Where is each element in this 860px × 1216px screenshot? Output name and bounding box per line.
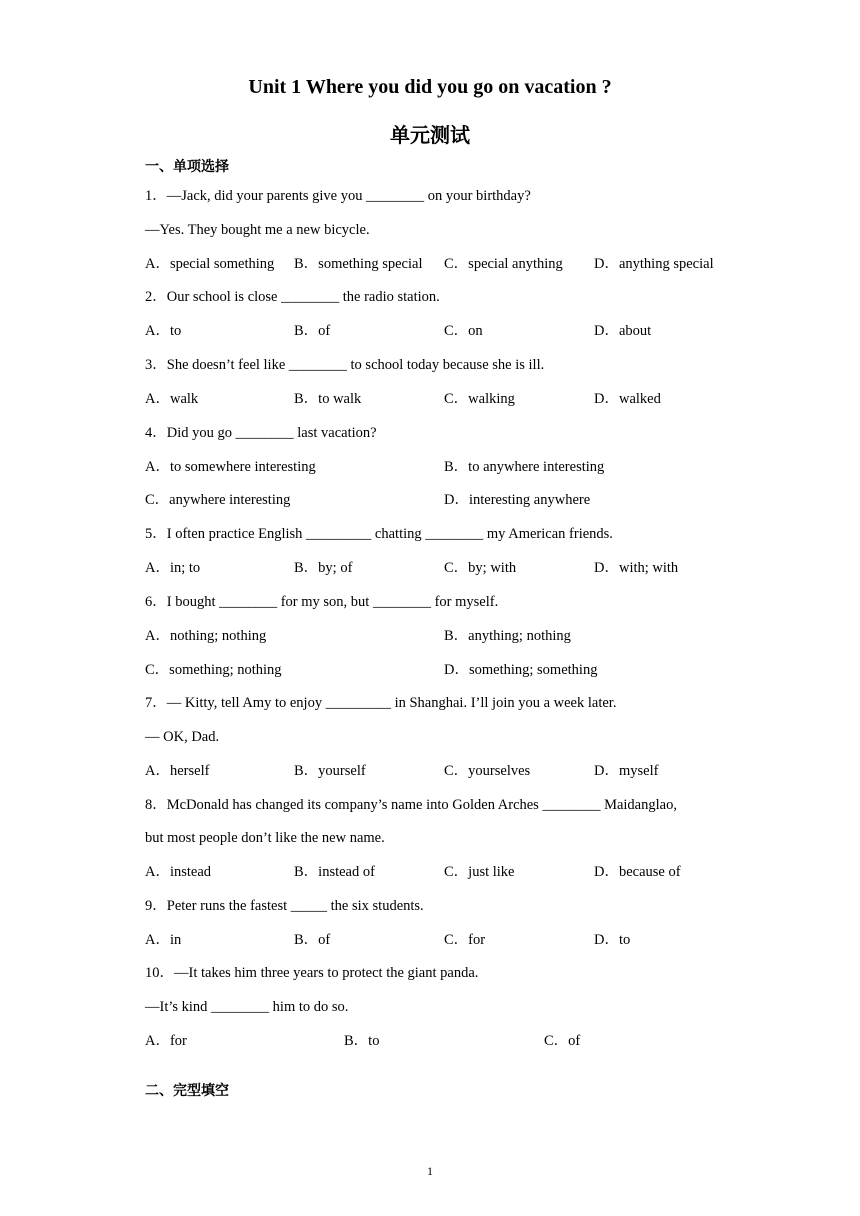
option-c: C．for (444, 932, 486, 948)
option-a: A．herself (145, 763, 210, 779)
question-stem: —It’s kind ________ him to do so. (145, 999, 349, 1015)
document-subtitle: 单元测试 (390, 123, 470, 147)
option-b: B．to (344, 1033, 380, 1049)
option-a: A．to (145, 323, 182, 339)
question-stem: — OK, Dad. (145, 729, 220, 745)
option-b: B．of (294, 323, 331, 339)
option-d: D．myself (594, 763, 659, 779)
question-stem: 3．She doesn’t feel like ________ to school today because she is ill. (145, 357, 545, 373)
option-c: C．on (444, 323, 483, 339)
option-b: B．of (294, 932, 331, 948)
question-stem: 8．McDonald has changed its company’s name into Golden Arches ________ Maidanglao, (145, 797, 677, 813)
option-d: D．anything special (594, 256, 714, 272)
option-d: D．walked (594, 391, 661, 407)
option-c: C．special anything (444, 256, 563, 272)
option-a: A．special something (145, 256, 275, 272)
option-b: B．to anywhere interesting (444, 459, 605, 475)
option-c: C．of (544, 1033, 581, 1049)
option-c: C．something; nothing (145, 662, 282, 678)
question-stem: 7．— Kitty, tell Amy to enjoy _________ in Shanghai. I’ll join you a week later. (145, 695, 617, 711)
section-heading-cloze: 二、完型填空 (145, 1083, 229, 1099)
option-a: A．walk (145, 391, 199, 407)
option-c: C．walking (444, 391, 515, 407)
option-d: D．something; something (444, 662, 598, 678)
option-d: D．about (594, 323, 652, 339)
option-b: B．instead of (294, 864, 375, 880)
question-stem: 6．I bought ________ for my son, but ________ for myself. (145, 594, 499, 610)
page-number: 1 (427, 1164, 433, 1178)
option-d: D．with; with (594, 560, 679, 576)
question-stem: 2．Our school is close ________ the radio station. (145, 289, 440, 305)
question-stem: 4．Did you go ________ last vacation? (145, 425, 377, 441)
question-stem: but most people don’t like the new name. (145, 830, 385, 846)
option-c: C．by; with (444, 560, 517, 576)
option-d: D．to (594, 932, 631, 948)
option-b: B．anything; nothing (444, 628, 571, 644)
option-b: B．something special (294, 256, 423, 272)
option-a: A．to somewhere interesting (145, 459, 316, 475)
option-b: B．by; of (294, 560, 353, 576)
question-stem: —Yes. They bought me a new bicycle. (145, 222, 370, 238)
option-a: A．nothing; nothing (145, 628, 267, 644)
question-stem: 9．Peter runs the fastest _____ the six students. (145, 898, 424, 914)
option-c: C．anywhere interesting (145, 492, 291, 508)
option-b: B．to walk (294, 391, 362, 407)
document-title: Unit 1 Where you did you go on vacation ? (248, 76, 612, 98)
option-a: A．for (145, 1033, 187, 1049)
section-heading-multiple-choice: 一、单项选择 (145, 159, 229, 175)
option-c: C．just like (444, 864, 515, 880)
option-b: B．yourself (294, 763, 366, 779)
option-a: A．in; to (145, 560, 201, 576)
option-d: D．interesting anywhere (444, 492, 591, 508)
question-stem: 10．—It takes him three years to protect the giant panda. (145, 965, 479, 981)
question-stem: 1．—Jack, did your parents give you ________ on your birthday? (145, 188, 531, 204)
option-d: D．because of (594, 864, 681, 880)
option-a: A．in (145, 932, 182, 948)
option-c: C．yourselves (444, 763, 531, 779)
option-a: A．instead (145, 864, 212, 880)
question-stem: 5．I often practice English _________ chatting ________ my American friends. (145, 526, 613, 542)
